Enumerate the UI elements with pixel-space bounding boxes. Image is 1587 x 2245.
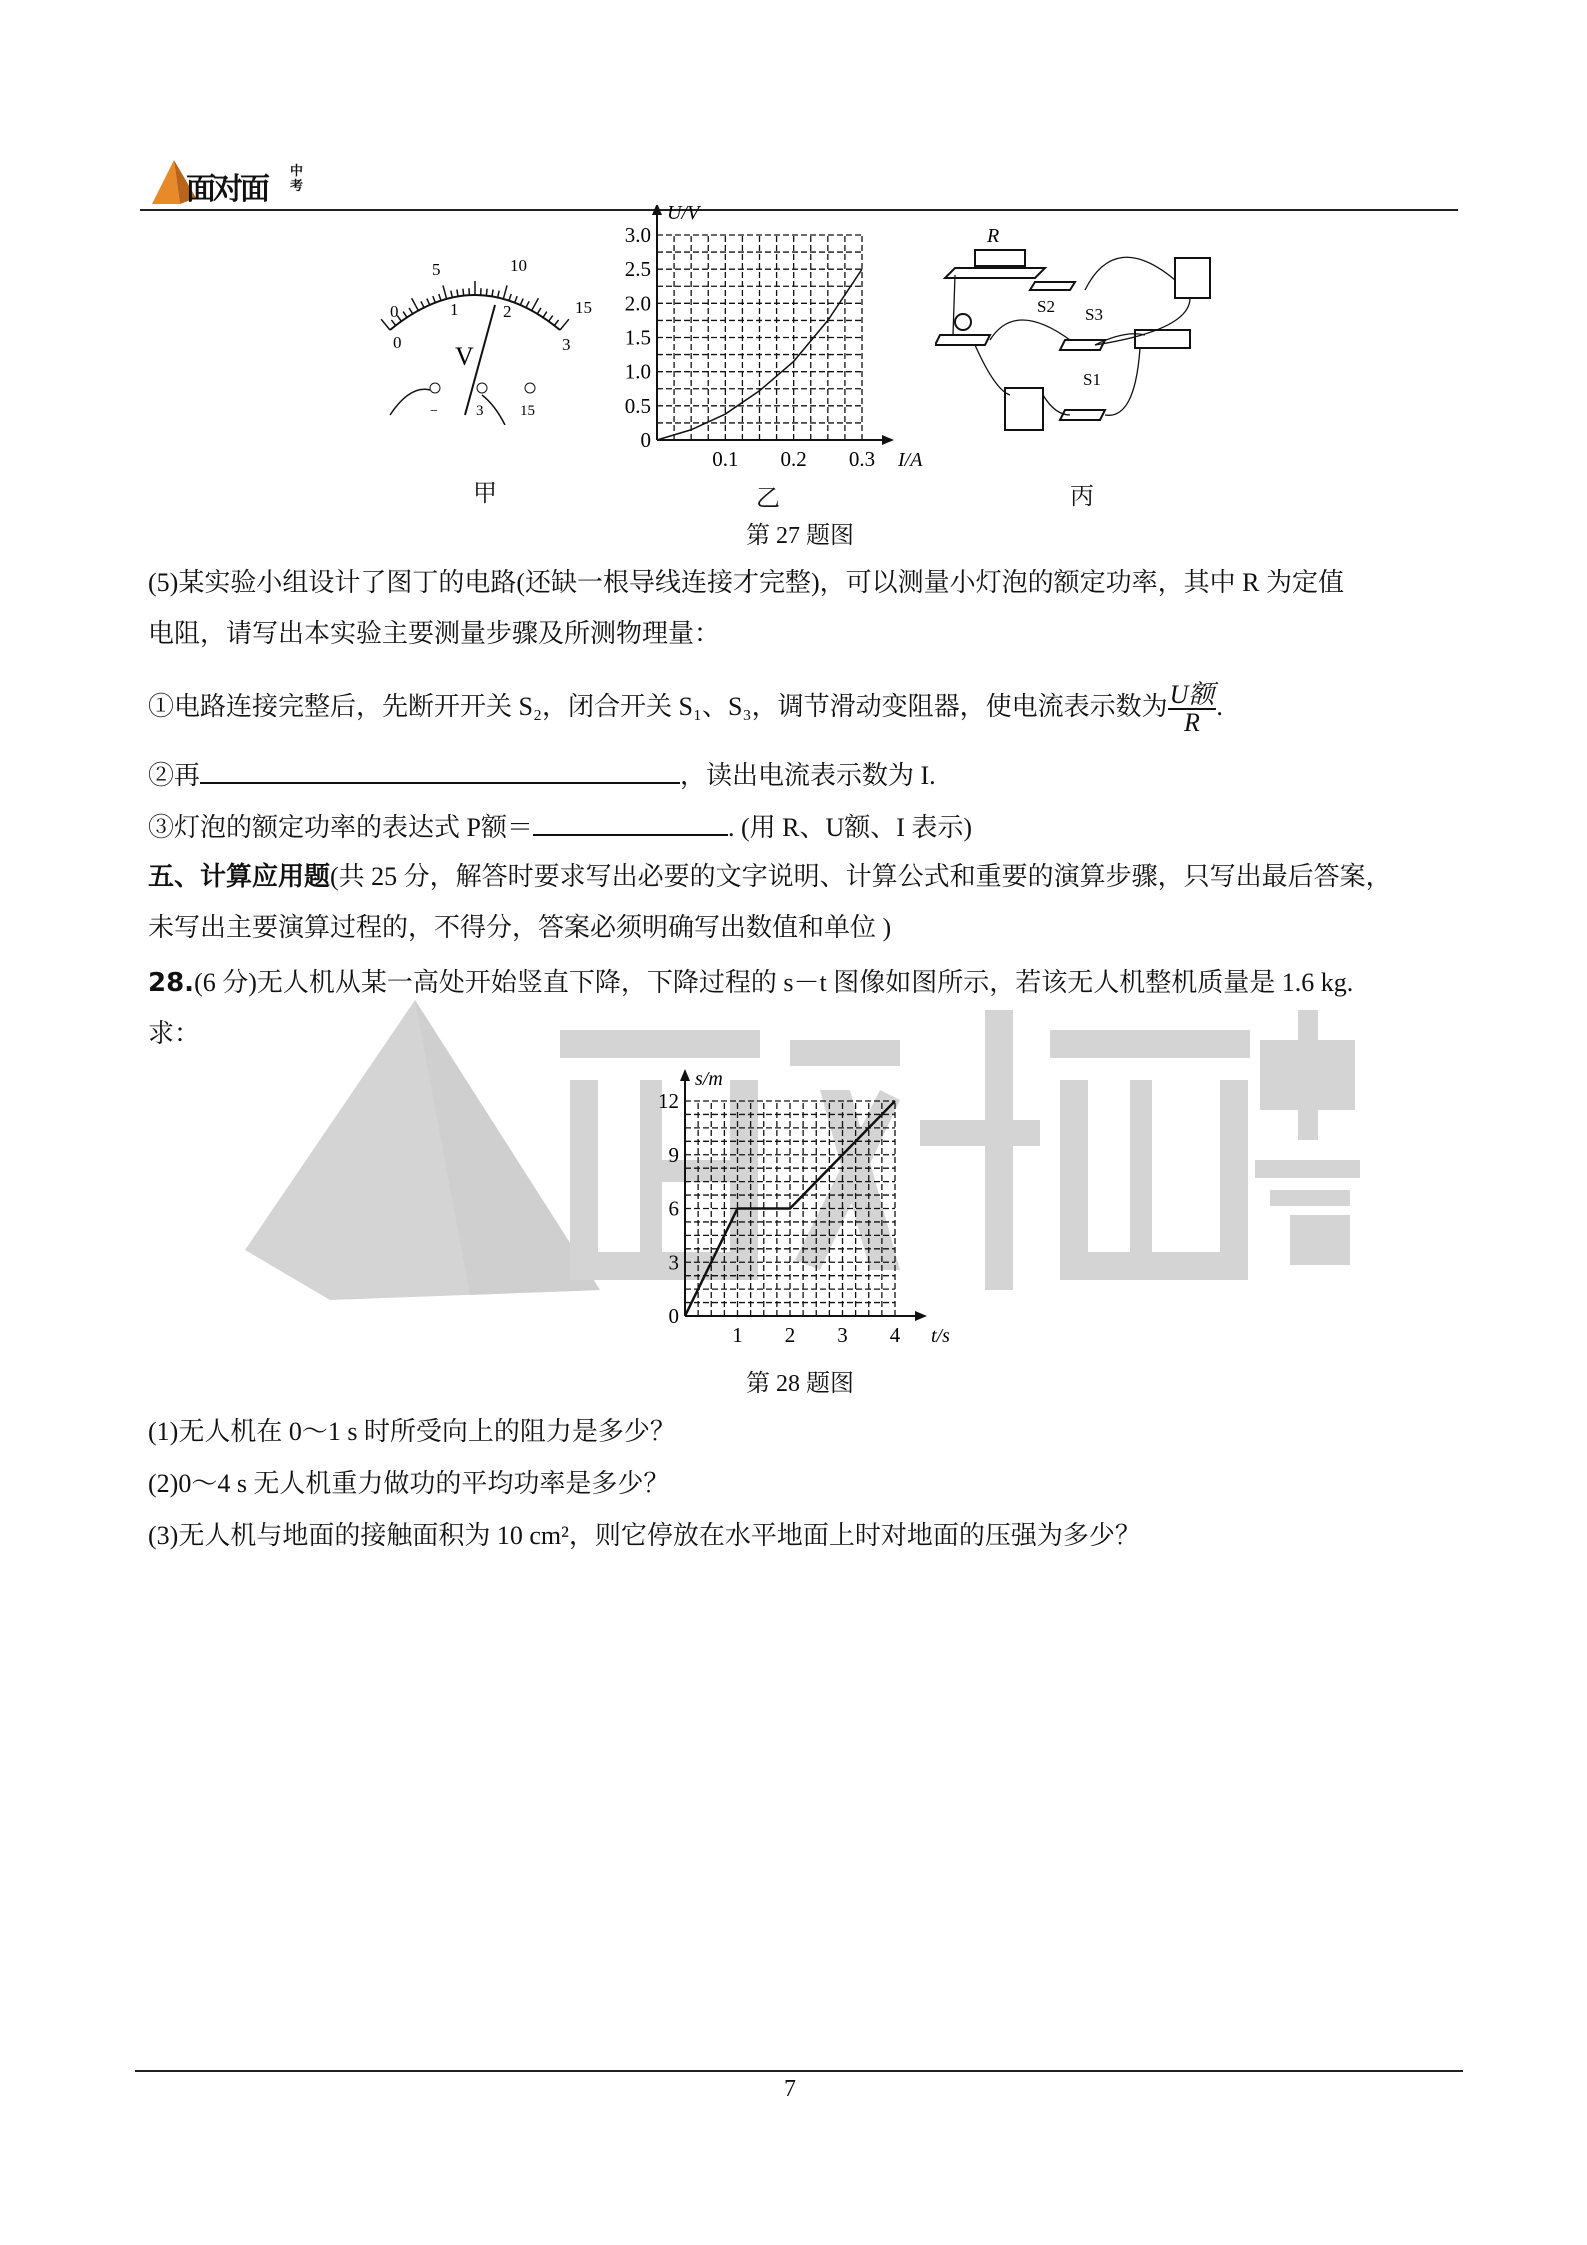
x-axis-arrow (882, 435, 894, 445)
y-tick-label: 3.0 (624, 223, 651, 247)
meter-tick (549, 316, 553, 322)
meter-tick (532, 298, 539, 310)
lower-scale-3: 3 (562, 335, 571, 354)
meter-tick (427, 299, 430, 305)
lamp-base (935, 335, 990, 345)
section5-title: 五、计算应用题 (148, 862, 331, 892)
upper-scale-0: 0 (390, 302, 399, 321)
footer-rule (135, 2070, 1463, 2072)
step1-end: . (1216, 691, 1223, 721)
logo-sub: 中考 (290, 164, 304, 194)
lower-scale-1: 1 (450, 300, 459, 319)
x-tick-label: 1 (732, 1323, 743, 1347)
section5-desc1: (共 25 分，解答时要求写出必要的文字说明、计算公式和重要的演算步骤，只写出最后答案， (330, 862, 1392, 891)
lower-scale-2: 2 (503, 302, 512, 321)
y-axis-label: U/V (667, 205, 700, 224)
fraction-numerator: U额 (1169, 680, 1215, 709)
label-S1: S1 (1083, 370, 1101, 389)
terminal-neg (430, 383, 440, 393)
q28-sub2: (2)0～4 s 无人机重力做功的平均功率是多少？ (148, 1469, 670, 1498)
x-tick-label: 0.2 (780, 447, 807, 471)
meter-tick (515, 296, 518, 303)
meter-tick (560, 319, 569, 330)
meter-tick (457, 289, 458, 296)
meter-tick (381, 319, 390, 330)
terminal-label-neg: − (430, 404, 438, 419)
logo-text: 面对面 (186, 172, 267, 207)
section5-desc2: 未写出主要演算过程的，不得分，答案必须明确写出数值和单位 ) (148, 913, 892, 942)
meter-tick (498, 291, 500, 298)
x-axis-arrow (915, 1311, 927, 1321)
step3-pre: ③灯泡的额定功率的表达式 P额＝ (148, 813, 533, 842)
upper-scale-5: 5 (432, 260, 441, 279)
x-axis-label: t/s (931, 1325, 950, 1347)
meter-tick (421, 301, 424, 307)
y-axis-arrow (652, 205, 662, 215)
fraction (1168, 682, 1217, 736)
step1-text: ①电路连接完整后，先断开开关 S₂，闭合开关 S₁、S₃，调节滑动变阻器，使电流表示数为 (148, 691, 1168, 721)
q27-5-line1: (5)某实验小组设计了图丁的电路(还缺一根导线连接才完整)，可以测量小灯泡的额定功率，其中 R 为定值 (148, 568, 1344, 597)
q28-number: 28. (148, 968, 195, 998)
meter-arc (390, 295, 560, 330)
y-tick-label: 0 (668, 1304, 679, 1328)
x-tick-label: 0.3 (848, 447, 876, 471)
step2-answer-blank[interactable] (200, 756, 680, 784)
y-axis-arrow (680, 1069, 690, 1081)
terminal-15 (525, 383, 535, 393)
terminal-label-3: 3 (476, 403, 484, 419)
q27-5-line2: 电阻，请写出本实验主要测量步骤及所测物理量： (148, 619, 721, 648)
label-S2: S2 (1037, 297, 1055, 316)
page-number: 7 (784, 2076, 796, 2102)
meter-tick (486, 289, 487, 296)
meter-tick (433, 296, 436, 303)
figure27-caption: 第 27 题图 (746, 523, 854, 549)
y-tick-label: 0.5 (624, 393, 651, 418)
terminal-label-15: 15 (520, 403, 535, 419)
step2-post: ，读出电流表示数为 I. (680, 761, 936, 790)
meter-tick (412, 298, 419, 310)
step2-pre: ②再 (148, 761, 201, 790)
meter-tick (451, 291, 453, 298)
q28-stem (148, 966, 1353, 1000)
label-R: R (987, 225, 1000, 247)
resistor-R (975, 250, 1025, 266)
q27-5-step3 (148, 808, 972, 845)
y-tick-label: 2.0 (624, 291, 651, 316)
q28-stem1: (6 分)无人机从某一高处开始竖直下降，下降过程的 s－t 图像如图所示，若该无人机整机质量是 1.6 kg. (194, 968, 1354, 997)
upper-scale-15: 15 (575, 298, 592, 317)
meter-tick (492, 289, 493, 296)
meter-tick (520, 299, 523, 305)
meter-tick (526, 301, 529, 307)
voltmeter-figure (360, 245, 600, 425)
q28-sub1: (1)无人机在 0～1 s 时所受向上的阻力是多少？ (148, 1417, 676, 1446)
meter-tick (537, 308, 541, 314)
q27-5-step1 (148, 682, 1223, 736)
section5-line1 (148, 860, 1392, 894)
q28-sub3: (3)无人机与地面的接触面积为 10 cm²，则它停放在水平地面上时对地面的压强为多少？ (148, 1521, 1141, 1550)
circuit-figure (935, 220, 1225, 435)
step3-answer-blank[interactable] (533, 808, 728, 836)
s-t-chart (630, 1060, 970, 1360)
meter-tick (543, 312, 547, 318)
upper-scale-10: 10 (510, 256, 527, 275)
y-tick-label: 1.5 (624, 325, 651, 350)
label-S3: S3 (1085, 305, 1103, 324)
y-tick-label: 9 (668, 1142, 679, 1167)
step3-post: . (用 R、U额、I 表示) (727, 813, 973, 842)
y-axis-label: s/m (695, 1068, 723, 1090)
ammeter (1175, 258, 1210, 298)
x-tick-label: 4 (889, 1323, 901, 1347)
y-tick-label: 1.0 (624, 359, 651, 384)
meter-tick (409, 308, 413, 314)
q27-5-step2 (148, 756, 936, 793)
y-tick-label: 0 (640, 428, 651, 452)
y-tick-label: 2.5 (624, 257, 651, 282)
y-tick-label: 6 (668, 1196, 679, 1221)
meter-tick (439, 294, 441, 301)
label-jia: 甲 (473, 481, 497, 507)
meter-tick (403, 312, 407, 318)
label-yi: 乙 (756, 486, 780, 512)
y-tick-label: 12 (658, 1089, 679, 1113)
meter-tick (443, 285, 447, 299)
meter-tick (503, 285, 507, 299)
switch-S2 (1030, 282, 1075, 290)
terminal-3 (477, 383, 487, 393)
meter-tick (463, 289, 464, 296)
x-tick-label: 3 (837, 1323, 848, 1347)
x-tick-label: 0.1 (712, 447, 739, 471)
x-tick-label: 2 (784, 1323, 796, 1347)
y-tick-label: 3 (668, 1250, 679, 1275)
lamp-bulb (955, 314, 971, 330)
lower-scale-0: 0 (393, 333, 402, 352)
meter-tick (509, 294, 511, 301)
u-i-chart (600, 205, 930, 495)
x-axis-label: I/A (898, 449, 923, 471)
fraction-denominator: R (1184, 708, 1200, 737)
figure28-caption: 第 28 题图 (746, 1371, 854, 1397)
meter-tick (554, 320, 558, 326)
meter-symbol: V (455, 342, 474, 371)
resistor-base (945, 268, 1045, 278)
battery (1005, 388, 1043, 430)
q28-stem2: 求： (148, 1019, 201, 1048)
rheostat (1135, 330, 1190, 348)
label-bing: 丙 (1070, 484, 1094, 510)
